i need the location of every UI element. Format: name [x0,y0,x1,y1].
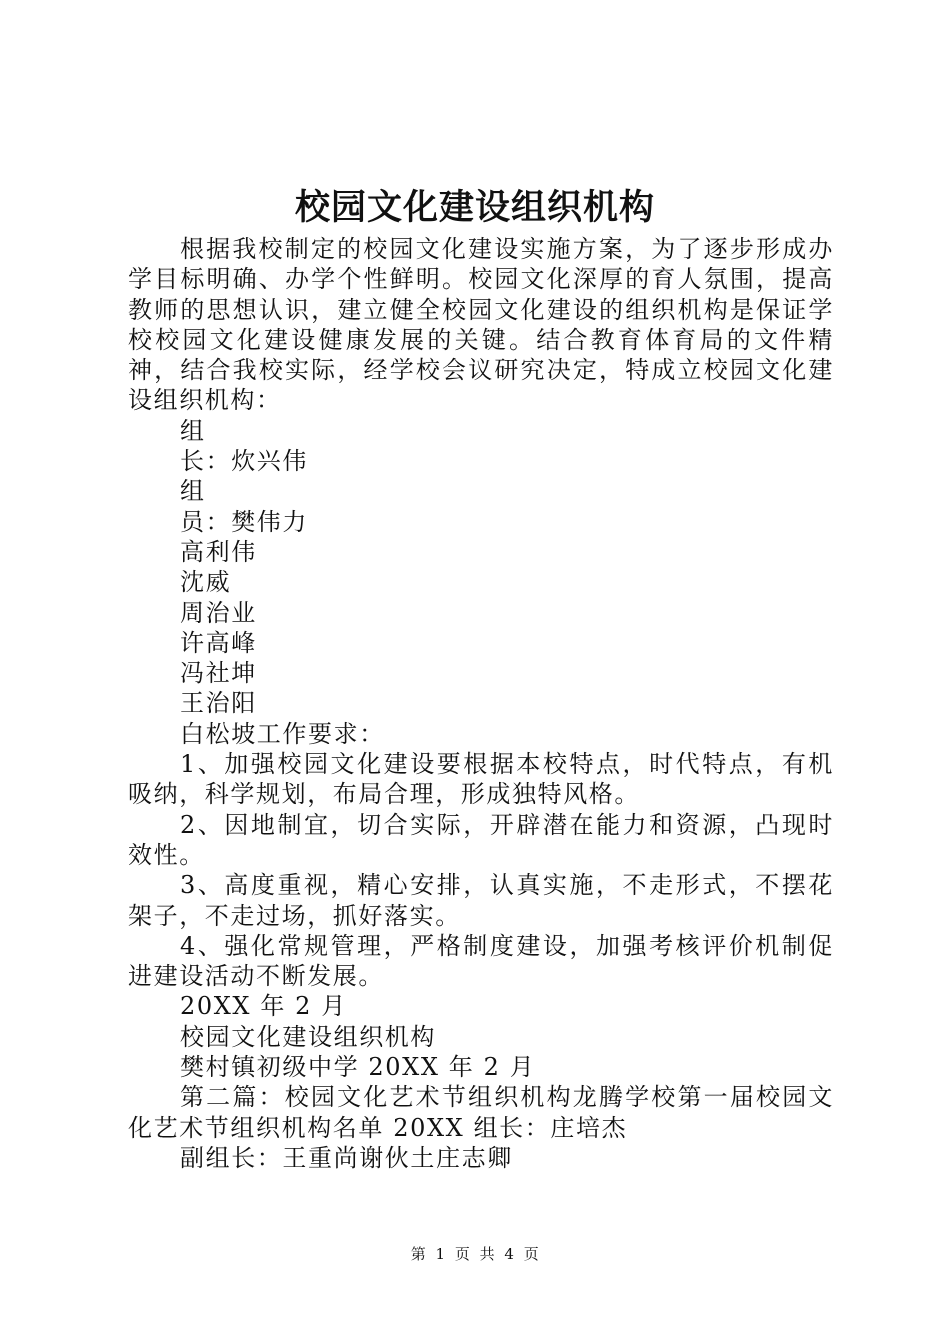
paragraph-member: 许高峰 [180,628,257,657]
paragraph-member-label: 组 [180,477,206,506]
paragraph-leader-name: 长：炊兴伟 [180,447,308,476]
paragraph-requirements-heading: 白松坡工作要求： [180,719,385,748]
paragraph-member: 冯社坤 [180,659,257,688]
paragraph-member: 王治阳 [180,689,257,718]
paragraph-member: 高利伟 [180,537,257,566]
page-footer: 第 1 页 共 4 页 [410,1245,540,1263]
document-title: 校园文化建设组织机构 [294,187,655,228]
paragraph-requirement-3: 3、高度重视，精心安排，认真实施，不走形式，不摆花架子，不走过场，抓好落实。 [128,871,834,930]
paragraph-member-first: 员：樊伟力 [180,507,308,536]
paragraph-intro: 根据我校制定的校园文化建设实施方案，为了逐步形成办学目标明确、办学个性鲜明。校园文化深厚的育人氛围，提高教师的思想认识，建立健全校园文化建设的组织机构是保证学校校园文化建设健康发展的关键。结合教育体育局的文件精神，结合我校实际，经学校会议研究决定，特成立校园文化建设组织机构： [128,235,834,415]
paragraph-second-article: 第二篇：校园文化艺术节组织机构龙腾学校第一届校园文化艺术节组织机构名单 20XX 组长：庄培杰 [128,1083,834,1142]
paragraph-signature: 樊村镇初级中学 20XX 年 2 月 [180,1053,536,1082]
paragraph-vice-leaders: 副组长：王重尚谢伙土庄志卿 [180,1143,513,1172]
paragraph-member: 沈威 [180,568,232,597]
paragraph-org-title: 校园文化建设组织机构 [180,1022,436,1051]
paragraph-requirement-1: 1、加强校园文化建设要根据本校特点，时代特点，有机吸纳，科学规划，布局合理，形成独特风格。 [128,750,834,809]
document-body [128,234,834,1173]
paragraph-leader-label: 组 [180,416,206,445]
paragraph-requirement-4: 4、强化常规管理，严格制度建设，加强考核评价机制促进建设活动不断发展。 [128,931,834,991]
paragraph-requirement-2: 2、因地制宜，切合实际，开辟潜在能力和资源，凸现时效性。 [128,810,834,869]
paragraph-member: 周治业 [180,598,257,627]
paragraph-date: 20XX 年 2 月 [180,992,347,1021]
